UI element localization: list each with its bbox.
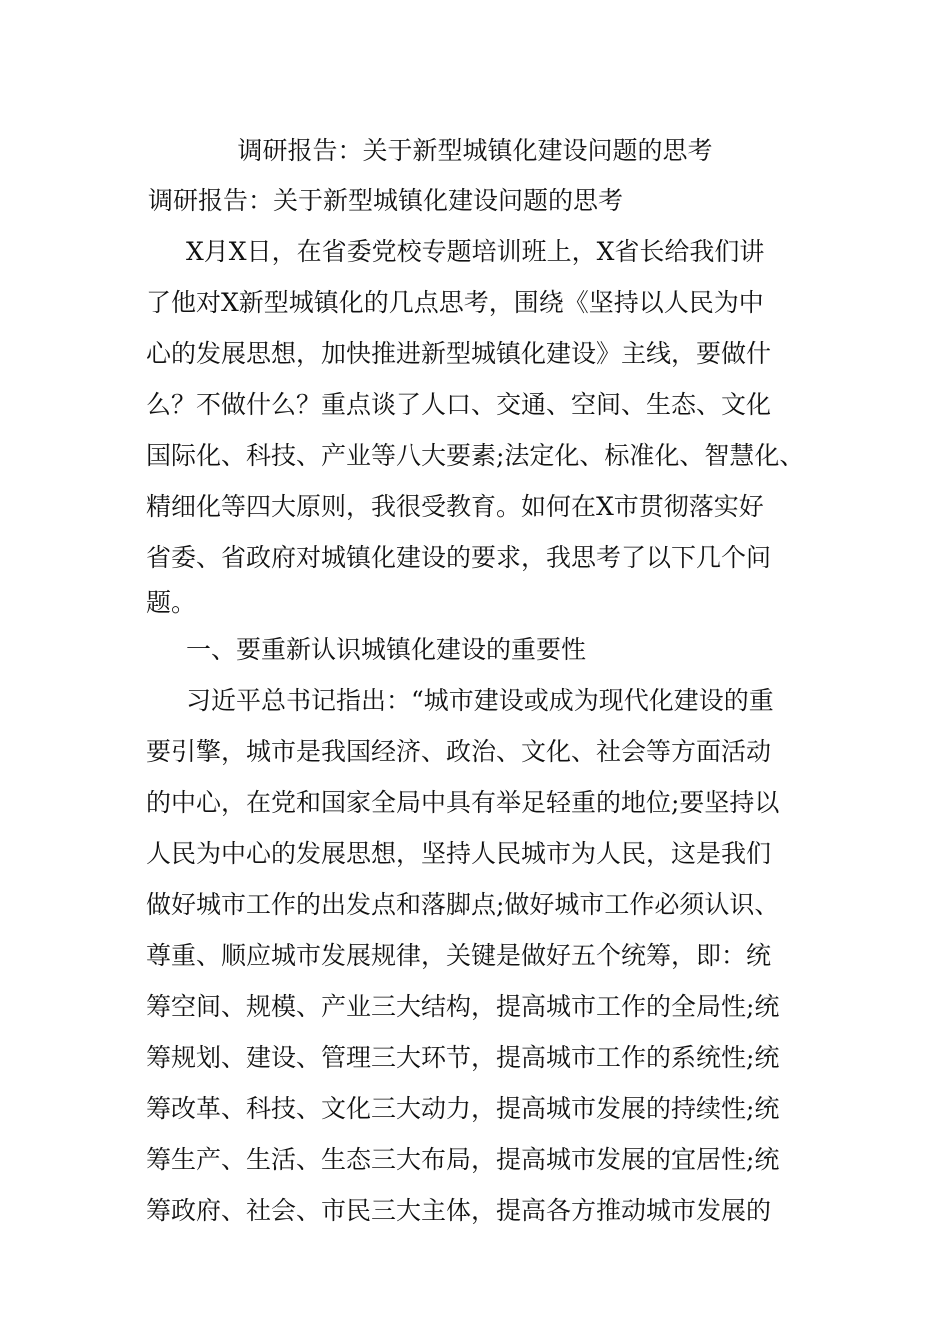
paragraph-line: 尊重、顺应城市发展规律，关键是做好五个统筹，即：统	[146, 941, 772, 970]
document-subtitle: 调研报告：关于新型城镇化建设问题的思考	[148, 186, 624, 215]
paragraph-line: 要引擎，城市是我国经济、政治、文化、社会等方面活动	[146, 737, 772, 766]
paragraph-line: 人民为中心的发展思想，坚持人民城市为人民，这是我们	[146, 839, 772, 868]
paragraph-line: 省委、省政府对城镇化建设的要求，我思考了以下几个问	[146, 543, 772, 572]
paragraph-line: 的中心，在党和国家全局中具有举足轻重的地位;要坚持以	[146, 788, 780, 817]
paragraph-line: X月X日，在省委党校专题培训班上，X省长给我们讲	[186, 237, 765, 266]
paragraph-line: 筹规划、建设、管理三大环节，提高城市工作的系统性;统	[146, 1043, 780, 1072]
paragraph-line: 筹改革、科技、文化三大动力，提高城市发展的持续性;统	[146, 1094, 780, 1123]
paragraph-line: 筹空间、规模、产业三大结构，提高城市工作的全局性;统	[146, 992, 780, 1021]
paragraph-line: 心的发展思想，加快推进新型城镇化建设》主线，要做什	[146, 339, 772, 368]
paragraph-line: 题。	[146, 588, 197, 617]
paragraph-line: 筹政府、社会、市民三大主体，提高各方推动城市发展的	[146, 1196, 772, 1225]
paragraph-line: 了他对X新型城镇化的几点思考，围绕《坚持以人民为中	[146, 288, 764, 317]
paragraph-line: 做好城市工作的出发点和落脚点;做好城市工作必须认识、	[146, 890, 780, 919]
page-title: 调研报告：关于新型城镇化建设问题的思考	[237, 136, 713, 165]
paragraph-line: 习近平总书记指出：“城市建设或成为现代化建设的重	[186, 686, 774, 715]
paragraph-line: 精细化等四大原则，我很受教育。如何在X市贯彻落实好	[146, 492, 764, 521]
paragraph-line: 么？不做什么？重点谈了人口、交通、空间、生态、文化	[146, 390, 772, 419]
paragraph-line: 筹生产、生活、生态三大布局，提高城市发展的宜居性;统	[146, 1145, 780, 1174]
section-heading: 一、要重新认识城镇化建设的重要性	[186, 635, 587, 664]
paragraph-line: 国际化、科技、产业等八大要素;法定化、标准化、智慧化、	[146, 441, 805, 470]
